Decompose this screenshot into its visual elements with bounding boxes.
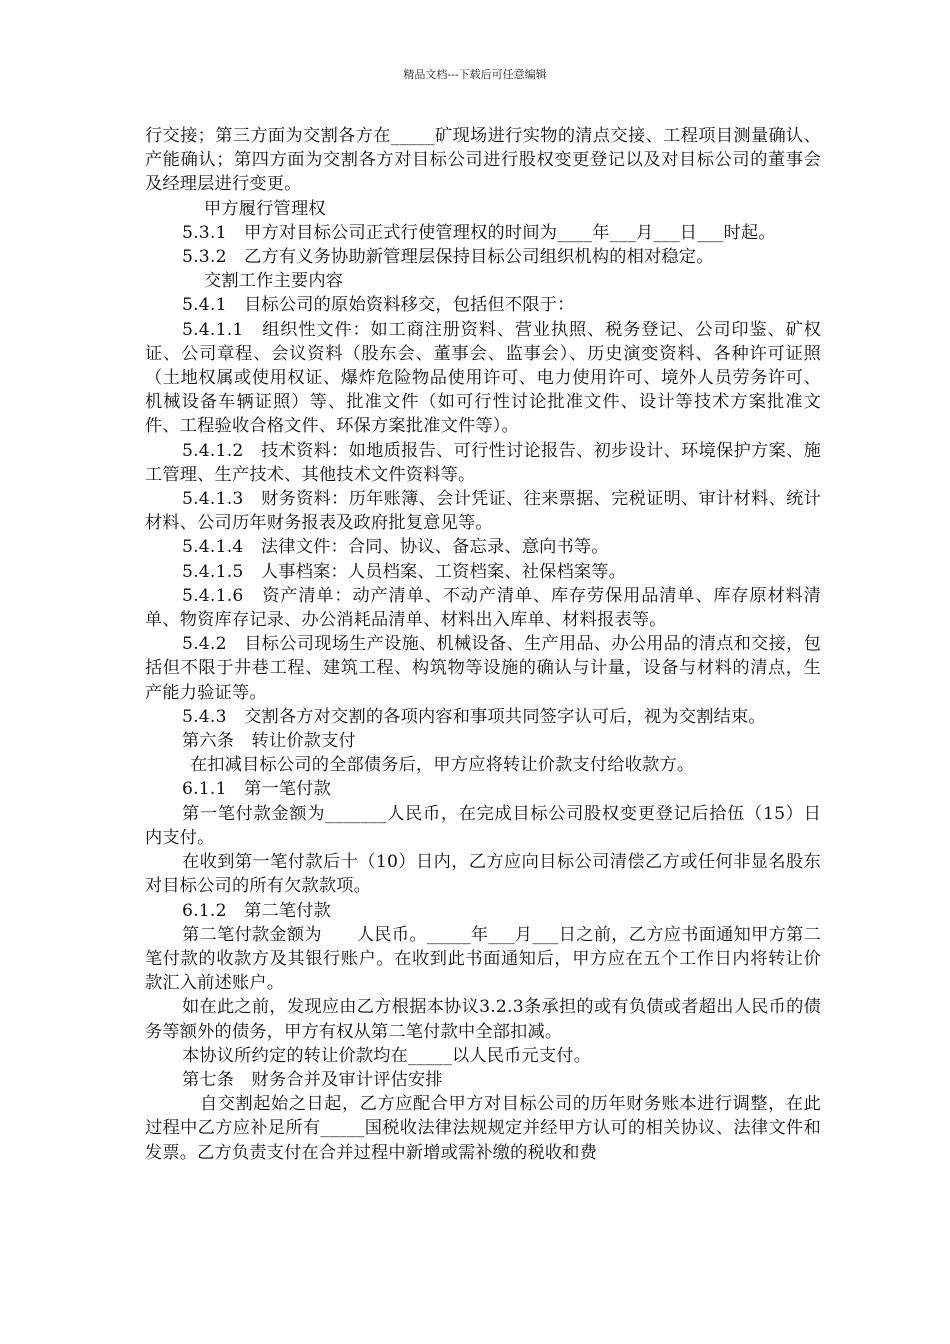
paragraph: 甲方履行管理权: [204, 198, 326, 219]
paragraph: 5.3.2 乙方有义务协助新管理层保持目标公司组织机构的相对稳定。: [182, 247, 714, 268]
paragraph: 在收到第一笔付款后十（10）日内，乙方应向目标公司清偿乙方或任何非显名股东对目标公司的所有欠款款项。: [145, 852, 821, 897]
paragraph: 5.4.1 目标公司的原始资料移交，包括但不限于：: [182, 295, 575, 316]
paragraph: 第七条 财务合并及审计评估安排: [182, 1069, 443, 1090]
paragraph: 5.3.1 甲方对目标公司正式行使管理权的时间为____年___月___日___时起。: [182, 222, 776, 243]
paragraph: 5.4.3 交割各方对交割的各项内容和事项共同签字认可后，视为交割结束。: [182, 706, 766, 727]
paragraph: 5.4.1.5 人事档案：人员档案、工资档案、社保档案等。: [182, 561, 627, 582]
paragraph: 6.1.1 第一笔付款: [182, 779, 332, 800]
paragraph: 第六条 转让价款支付: [182, 731, 356, 752]
paragraph: 5.4.1.4 法律文件：合同、协议、备忘录、意向书等。: [182, 537, 609, 558]
paragraph: 如在此之前，发现应由乙方根据本协议3.2.3条承担的或有负债或者超出人民币的债务等额外的债务，甲方有权从第二笔付款中全部扣减。: [145, 997, 821, 1042]
paragraph: 行交接；第三方面为交割各方在_____矿现场进行实物的清点交接、工程项目测量确认、产能确认；第四方面为交割各方对目标公司进行股权变更登记以及对目标公司的董事会及经理层进行变更。: [145, 126, 821, 195]
paragraph: 5.4.2 目标公司现场生产设施、机械设备、生产用品、办公用品的清点和交接，包括但不限于井巷工程、建筑工程、构筑物等设施的确认与计量，设备与材料的清点，生产能力验证等。: [145, 634, 821, 703]
paragraph: 第二笔付款金额为 人民币。_____年___月___日之前，乙方应书面通知甲方第二笔付款的收款方及其银行账户。在收到此书面通知后，甲方应在五个工作日内将转让价款汇入前述账户。: [145, 924, 821, 994]
paragraph: 在扣减目标公司的全部债务后，甲方应将转让价款支付给收款方。: [190, 755, 695, 776]
paragraph: 5.4.1.3 财务资料：历年账簿、会计凭证、往来票据、完税证明、审计材料、统计材料、公司历年财务报表及政府批复意见等。: [145, 489, 821, 534]
document-body: [145, 124, 821, 1165]
paragraph: 交割工作主要内容: [204, 271, 344, 292]
paragraph: 第一笔付款金额为_______人民币，在完成目标公司股权变更登记后拾伍（15）日内支付。: [145, 803, 821, 848]
paragraph: 自交割起始之日起，乙方应配合甲方对目标公司的历年财务账本进行调整，在此过程中乙方应补足所有_____国税收法律法规规定并经甲方认可的相关协议、法律文件和发票。乙方负责支付在合并过程中新增或需补缴的税收和费: [145, 1094, 821, 1163]
paragraph: 5.4.1.6 资产清单：动产清单、不动产清单、库存劳保用品清单、库存原材料清单、物资库存记录、办公消耗品清单、材料出入库单、材料报表等。: [145, 585, 821, 631]
page-header: 精品文档---下载后可任意编辑: [403, 68, 547, 81]
paragraph: 本协议所约定的转让价款均在_____以人民币元支付。: [182, 1045, 592, 1066]
paragraph: 6.1.2 第二笔付款: [182, 900, 332, 921]
paragraph: 5.4.1.1 组织性文件：如工商注册资料、营业执照、税务登记、公司印鉴、矿权证、公司章程、会议资料（股东会、董事会、监事会）、历史演变资料、各种许可证照（土地权属或使用权证、爆炸危险物品使用许可、电力使用许可、境外人员劳务许可、机械设备车辆证照）等、批准文件（如可行性讨论批准文件、设计等技术方案批准文件、工程验收合格文件、环保方案批准文件等）。: [145, 319, 821, 437]
paragraph: 5.4.1.2 技术资料：如地质报告、可行性讨论报告、初步设计、环境保护方案、施工管理、生产技术、其他技术文件资料等。: [145, 440, 821, 485]
